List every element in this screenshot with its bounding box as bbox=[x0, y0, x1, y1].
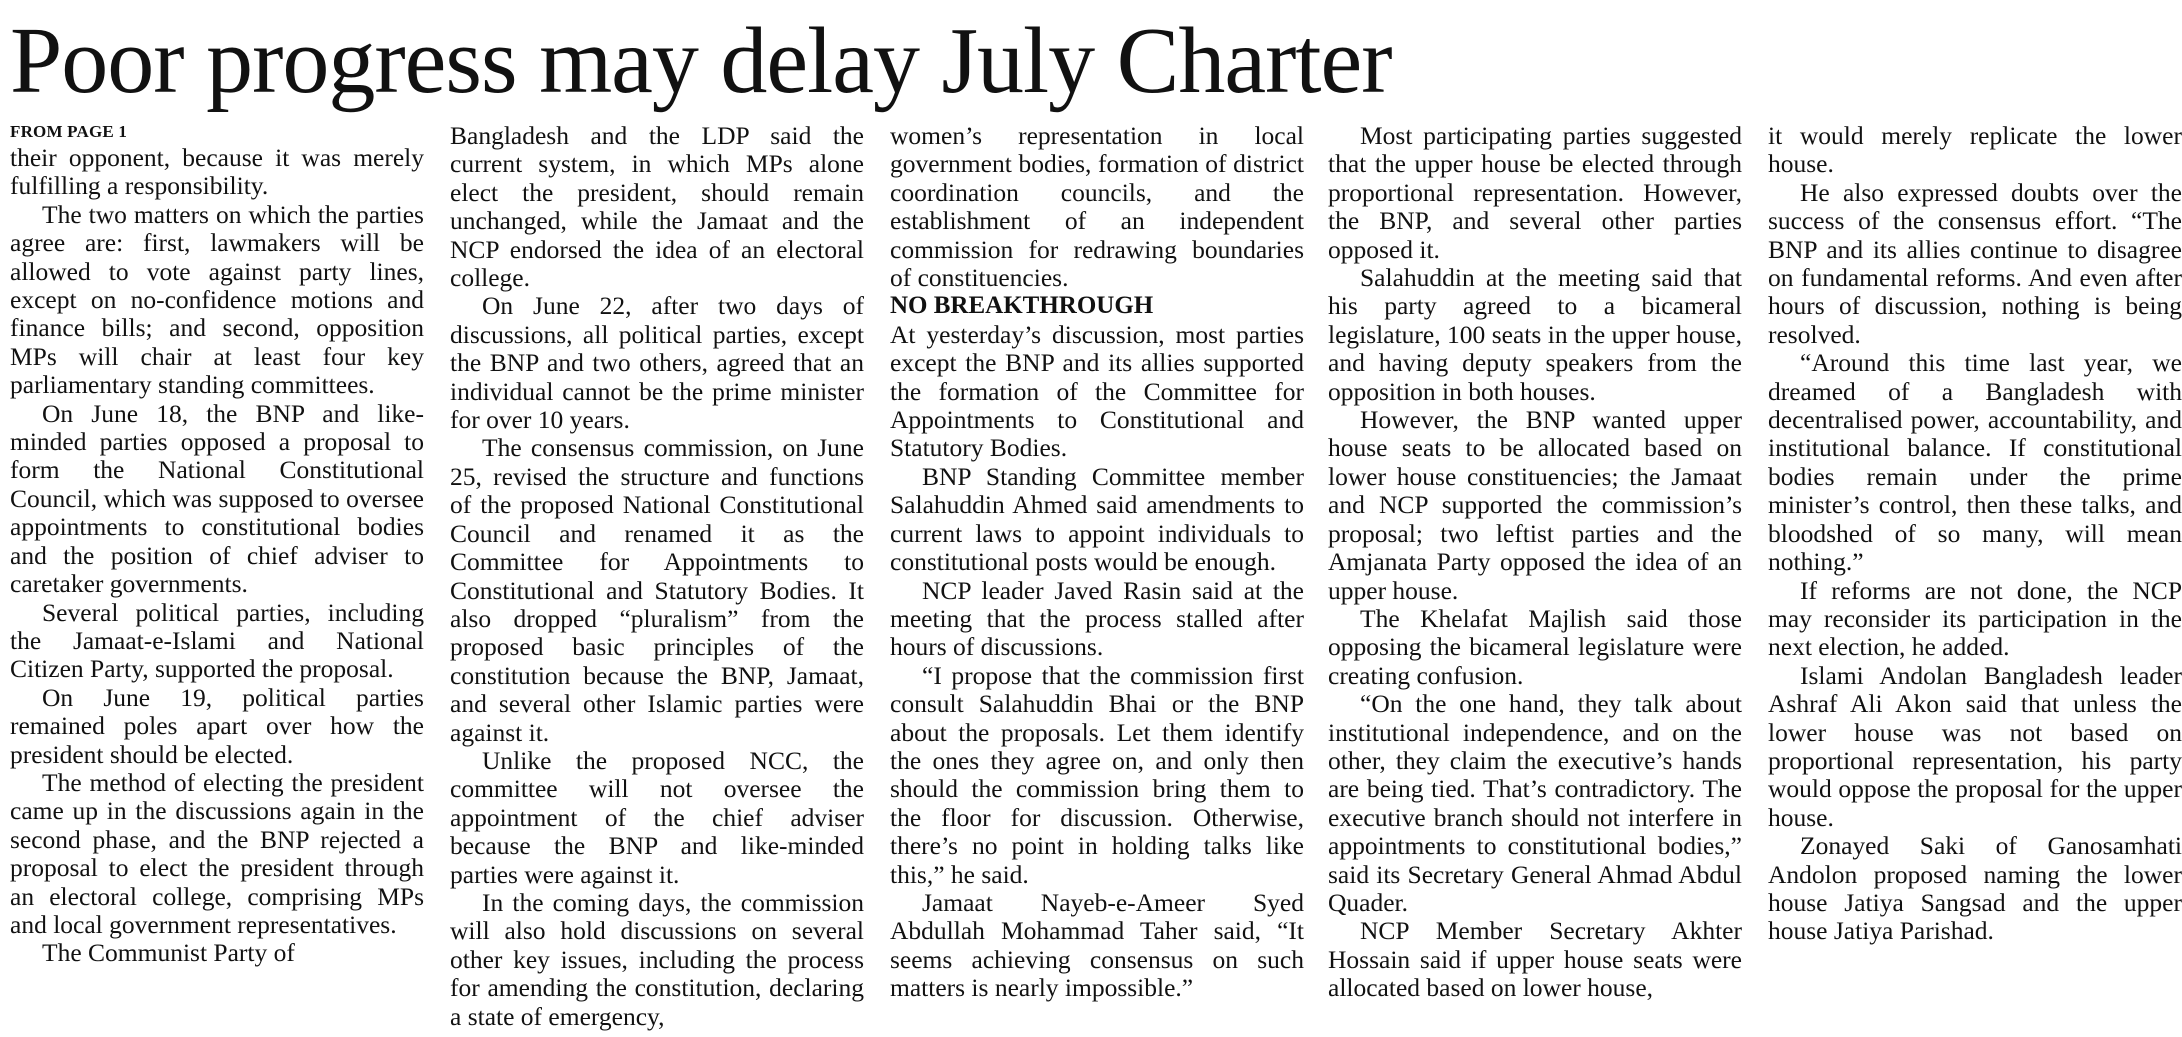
paragraph: Salahuddin at the meeting said that his party agreed to a bicameral legislature, 100 seats in the upper house, and having deputy speakers from the opposition in both houses. bbox=[1328, 263, 1742, 406]
paragraph: Jamaat Nayeb-e-Ameer Syed Abdullah Mohammad Taher said, “It seems achieving consensus on such matters is nearly impossible.” bbox=[890, 887, 1304, 1003]
paragraph: it would merely replicate the lower house. bbox=[1768, 122, 2182, 179]
subhead: NO BREAKTHROUGH bbox=[890, 292, 1154, 320]
article-column-1 bbox=[10, 122, 424, 1034]
paragraph: Most participating parties suggested that the upper house be elected through proportional representation. However, the BNP, and several other parties opposed it. bbox=[1328, 122, 1742, 264]
paragraph: Islami Andolan Bangladesh leader Ashraf Ali Akon said that unless the lower house was not based on proportional representation, his party would oppose the proposal for the upper house. bbox=[1768, 660, 2182, 832]
paragraph: In the coming days, the commission will also hold discussions on several other key issues, including the process for amending the constitution, declaring a state of emergency, bbox=[450, 887, 864, 1031]
paragraph: women’s representation in local government bodies, formation of district coordination councils, and the establishment of an independent commission for redrawing boundaries of constituencies. bbox=[890, 122, 1304, 293]
article-column-3 bbox=[890, 122, 1304, 1034]
article-column-5 bbox=[1768, 122, 2182, 1034]
paragraph: Zonayed Saki of Ganosamhati Andolon proposed naming the lower house Jatiya Sangsad and the upper house Jatiya Parishad. bbox=[1768, 831, 2182, 946]
paragraph: On June 18, the BNP and like-minded parties opposed a proposal to form the National Constitutional Council, which was supposed to oversee appointments to constitutional bodies and the position of chief adviser to caretaker governments. bbox=[10, 398, 424, 599]
continuation-kicker: FROM PAGE 1 bbox=[10, 122, 128, 141]
paragraph: He also expressed doubts over the success of the consensus effort. “The BNP and its allies continue to disagree on fundamental reforms. And even after hours of discussion, nothing is being resolved. bbox=[1768, 177, 2182, 349]
paragraph: Several political parties, including the Jamaat-e-Islami and National Citizen Party, supported the proposal. bbox=[10, 597, 424, 684]
paragraph: “I propose that the commission first consult Salahuddin Bhai or the BNP about the proposals. Let them identify the ones they agree on, and only then should the commission bring them to the floor for discussion. Otherwise, there’s no point in holding talks like this,” he said. bbox=[890, 660, 1304, 889]
paragraph: The method of electing the president came up in the discussions again in the second phase, and the BNP rejected a proposal to elect the president through an electoral college, comprising MPs and local government representatives. bbox=[10, 767, 424, 939]
paragraph: The Communist Party of bbox=[42, 938, 295, 968]
paragraph: On June 19, political parties remained poles apart over how the president should be elected. bbox=[10, 682, 424, 769]
paragraph: At yesterday’s discussion, most parties except the BNP and its allies supported the formation of the Committee for Appointments to Constitutional and Statutory Bodies. bbox=[890, 319, 1304, 463]
article-column-2 bbox=[450, 122, 864, 1034]
paragraph: If reforms are not done, the NCP may reconsider its participation in the next election, he added. bbox=[1768, 575, 2182, 662]
headline: Poor progress may delay July Charter bbox=[10, 9, 1392, 113]
paragraph: NCP Member Secretary Akhter Hossain said if upper house seats were allocated based on lower house, bbox=[1328, 916, 1742, 1003]
paragraph: The consensus commission, on June 25, revised the structure and functions of the proposed National Constitutional Council and renamed it as the Committee for Appointments to Constitutional and Statutory Bodies. It also dropped “pluralism” from the proposed basic principles of the constitution because the BNP, Jamaat, and several other Islamic parties were against it. bbox=[450, 433, 864, 747]
paragraph: “On the one hand, they talk about institutional independence, and on the other, they claim the executive’s hands are being tied. That’s contradictory. The executive branch should not interfere in appointments to constitutional bodies,” said its Secretary General Ahmad Abdul Quader. bbox=[1328, 689, 1742, 917]
article-column-4 bbox=[1328, 122, 1742, 1034]
paragraph: their opponent, because it was merely fulfilling a responsibility. bbox=[10, 143, 424, 201]
paragraph: Unlike the proposed NCC, the committee will not oversee the appointment of the chief adviser because the BNP and like-minded parties were against it. bbox=[450, 745, 864, 889]
paragraph: Bangladesh and the LDP said the current system, in which MPs alone elect the president, should remain unchanged, while the Jamaat and the NCP endorsed the idea of an electoral college. bbox=[450, 122, 864, 293]
paragraph: The two matters on which the parties agree are: first, lawmakers will be allowed to vote against party lines, except on no-confidence motions and finance bills; and second, opposition MPs will chair at least four key parliamentary standing committees. bbox=[10, 199, 424, 400]
paragraph: “Around this time last year, we dreamed of a Bangladesh with decentralised power, accountability, and institutional balance. If constitutional bodies remain under the prime minister’s control, then these talks, and bloodshed of so many, will mean nothing.” bbox=[1768, 348, 2182, 577]
paragraph: The Khelafat Majlish said those opposing the bicameral legislature were creating confusion. bbox=[1328, 603, 1742, 690]
paragraph: On June 22, after two days of discussions, all political parties, except the BNP and two others, agreed that an individual cannot be the prime minister for over 10 years. bbox=[450, 291, 864, 435]
paragraph: NCP leader Javed Rasin said at the meeting that the process stalled after hours of discussions. bbox=[890, 575, 1304, 662]
paragraph: However, the BNP wanted upper house seats to be allocated based on lower house constituencies; the Jamaat and NCP supported the commission’s proposal; two leftist parties and the Amjanata Party opposed the idea of an upper house. bbox=[1328, 405, 1742, 605]
paragraph: BNP Standing Committee member Salahuddin Ahmed said amendments to current laws to appoint individuals to constitutional posts would be enough. bbox=[890, 461, 1304, 577]
